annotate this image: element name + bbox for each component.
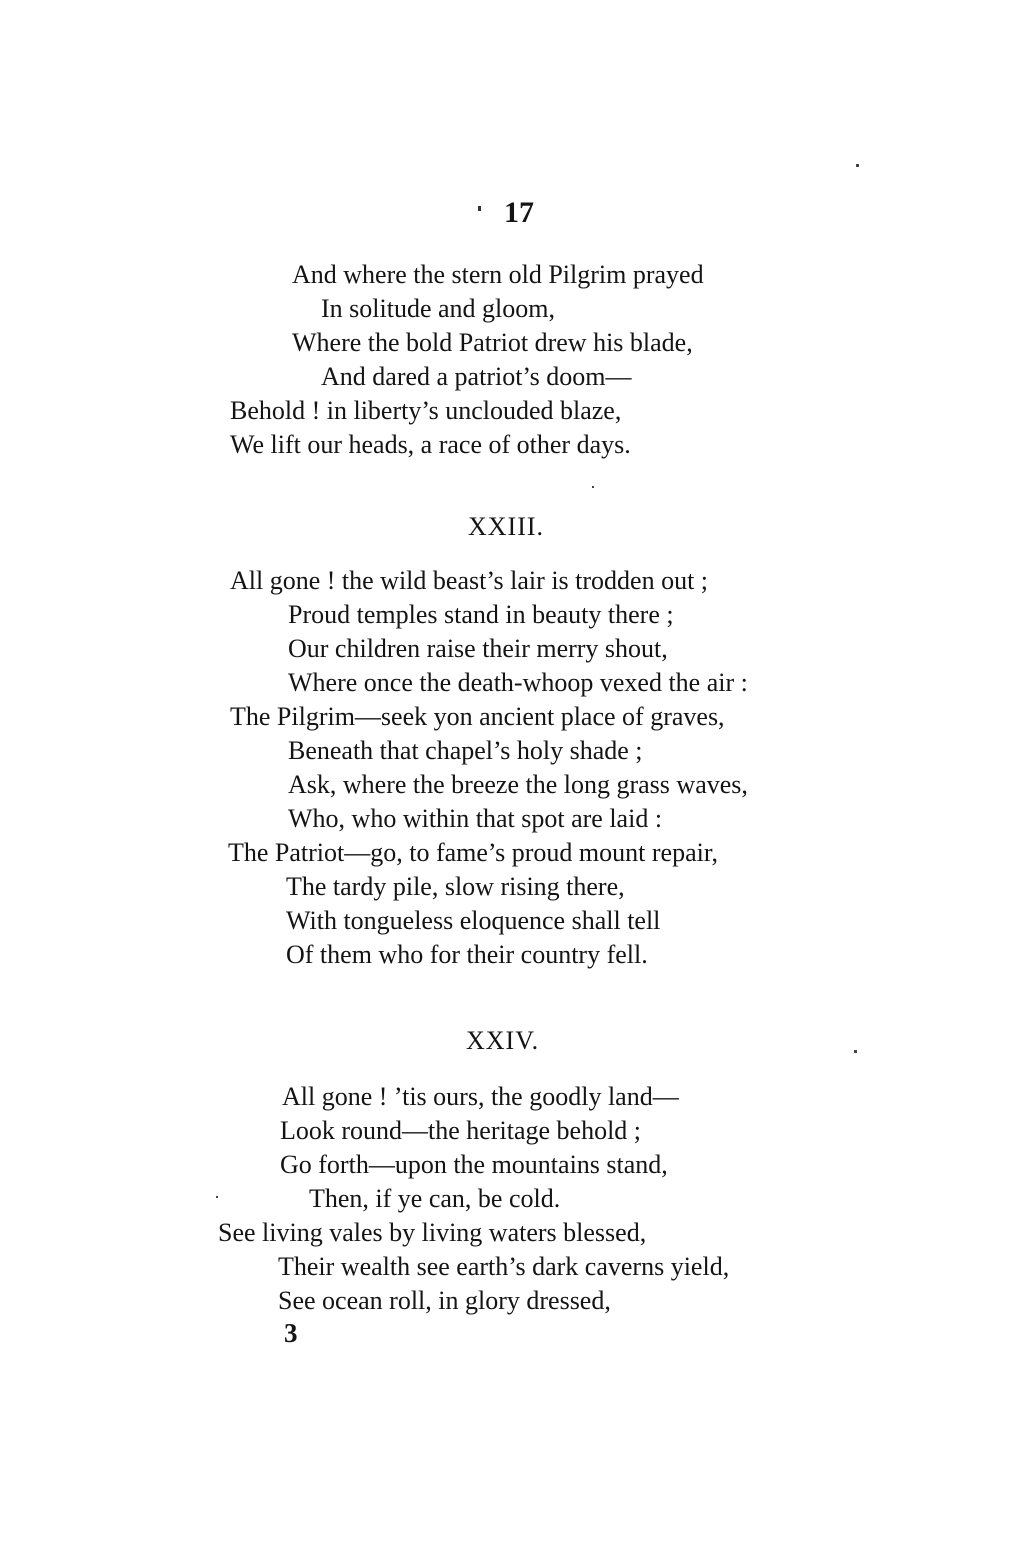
stanza-heading: XXIII. — [468, 512, 545, 541]
poem-line: We lift our heads, a race of other days. — [230, 430, 631, 459]
poem-line: Behold ! in liberty’s unclouded blaze, — [230, 396, 622, 425]
poem-line: The Patriot—go, to fame’s proud mount repair, — [228, 838, 718, 867]
poem-line: Look round—the heritage behold ; — [280, 1116, 642, 1145]
poem-line: Beneath that chapel’s holy shade ; — [288, 736, 643, 765]
poem-line: All gone ! the wild beast’s lair is trodden out ; — [230, 566, 709, 595]
poem-line: With tongueless eloquence shall tell — [286, 906, 661, 935]
print-speck — [854, 1050, 857, 1053]
poem-line: Who, who within that spot are laid : — [288, 804, 663, 833]
poem-line: Ask, where the breeze the long grass waves, — [288, 770, 748, 799]
poem-line: Where the bold Patriot drew his blade, — [292, 328, 693, 357]
poem-line: Our children raise their merry shout, — [288, 634, 668, 663]
poem-line: Then, if ye can, be cold. — [309, 1184, 561, 1213]
print-mark — [478, 206, 481, 211]
poem-line: Their wealth see earth’s dark caverns yield, — [278, 1252, 730, 1281]
poem-line: Go forth—upon the mountains stand, — [280, 1150, 668, 1179]
poem-line: All gone ! ’tis ours, the goodly land— — [282, 1082, 679, 1111]
poem-line: See ocean roll, in glory dressed, — [278, 1286, 611, 1315]
print-speck — [592, 486, 594, 488]
poem-line: Where once the death-whoop vexed the air : — [288, 668, 748, 697]
poem-line: In solitude and gloom, — [321, 294, 555, 323]
poem-line: And where the stern old Pilgrim prayed — [292, 260, 704, 289]
poem-line: Proud temples stand in beauty there ; — [288, 600, 674, 629]
poem-line: See living vales by living waters blessed, — [218, 1218, 647, 1247]
signature-mark: 3 — [284, 1318, 298, 1348]
poem-line: The tardy pile, slow rising there, — [286, 872, 625, 901]
page-number: 17 — [504, 196, 534, 229]
poem-line: Of them who for their country fell. — [286, 940, 648, 969]
stanza-heading: XXIV. — [466, 1026, 540, 1055]
print-speck — [216, 1196, 218, 1198]
poem-line: The Pilgrim—seek yon ancient place of graves, — [230, 702, 725, 731]
poem-line: And dared a patriot’s doom— — [321, 362, 632, 391]
print-speck — [856, 164, 859, 167]
